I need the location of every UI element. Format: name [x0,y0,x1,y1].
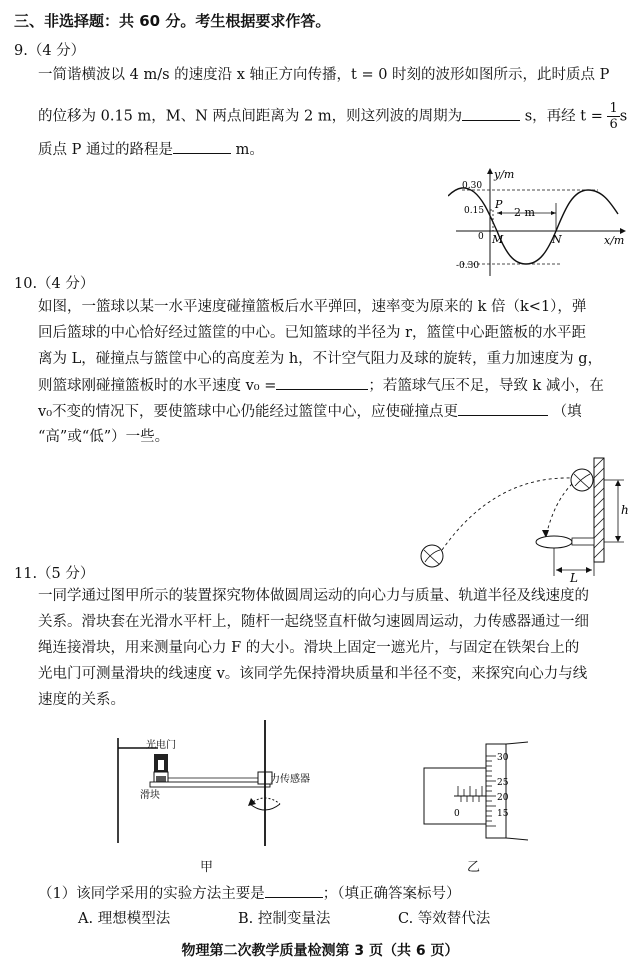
q11-figure-a [110,718,320,848]
wave-curve [448,188,618,264]
point-n-label: N [552,233,562,246]
caption-yi: 乙 [467,860,481,875]
q11-sub1b: ；（填正确答案标号） [322,886,461,902]
q11-number: 11.（5 分） [14,566,95,582]
q11-line1: 一同学通过图甲所示的装置探究物体做圆周运动的向心力与质量、轨道半径及线速度的 [38,588,589,604]
caption-jia: 甲 [200,860,214,875]
q9-line3a: 质点 P 通过的路程是 [38,142,173,158]
q11-blank-method[interactable] [265,883,323,898]
main-scale-zero: 0 [454,809,460,819]
q10-blank-v0[interactable] [276,375,368,390]
option-b[interactable]: B. 控制变量法 [238,911,331,927]
q10-line4b: ；若篮球气压不足，导致 k 减小，在 [368,378,604,394]
q11-line3: 绳连接滑块，用来测量向心力 F 的大小。滑块上固定一遮光片，与固定在铁架台上的 [38,640,580,656]
distance-label: 2 m [514,206,535,219]
q9-blank-period[interactable] [462,106,520,121]
q9-fraction: $\frac{1}{6}$ [609,101,618,132]
y-axis-label: y/m [494,168,515,181]
page-footer: 物理第二次教学质量检测第 3 页（共 6 页） [181,943,459,959]
thimble-30: 30 [497,753,509,763]
q10-line3: 离为 L，碰撞点与篮筐中心的高度差为 h，不计空气阻力及球的旋转，重力加速度为 g， [38,351,603,367]
label-l: L [570,571,578,582]
point-p-label: P [495,198,503,211]
rotation-arrow [248,798,256,806]
q11-figure-b [420,734,530,844]
tick-0: 0 [478,232,484,242]
option-a[interactable]: A. 理想模型法 [78,911,171,927]
q9-line2b: s，再经 t = [524,108,603,125]
q10-line5a: v₀不变的情况下，要使篮球中心仍能经过篮筐中心，应使碰撞点更 [38,404,459,420]
thimble-25: 25 [497,778,509,788]
q10-line5b: （填 [552,404,582,420]
q11-sub1a: （1）该同学采用的实验方法主要是 [38,886,265,902]
q11-line5: 速度的关系。 [38,692,125,708]
q9-line3b: m。 [235,142,264,158]
x-axis-label: x/m [604,234,625,247]
section-title: 三、非选择题：共 60 分。考生根据要求作答。 [14,12,331,30]
tick-neg0.30: -0.30 [456,261,480,271]
q9-wave-graph [448,168,628,278]
label-photogate: 光电门 [146,740,176,751]
q11-line2: 关系。滑块套在光滑水平杆上，随杆一起绕竖直杆做匀速圆周运动，力传感器通过一细 [38,614,589,630]
hoop [536,536,572,548]
q10-number: 10.（4 分） [14,276,95,292]
q10-line4 [38,375,628,396]
q9-line2 [38,101,628,132]
q11-sub1 [38,882,460,903]
label-h: h [621,503,629,517]
q9-number: 9.（4 分） [14,43,86,59]
tick-0.15: 0.15 [464,206,485,216]
q10-line4a: 则篮球刚碰撞篮板时的水平速度 v₀ = [38,378,277,394]
q9-line2a: 的位移为 0.15 m，M、N 两点间距离为 2 m，则这列波的周期为 [38,108,463,125]
option-c[interactable]: C. 等效替代法 [398,911,491,927]
q9-frac-unit: s [619,108,628,125]
y-axis-arrow [487,168,493,174]
q9-line1: 一简谐横波以 4 m/s 的速度沿 x 轴正方向传播，t = 0 时刻的波形如图所示，此时质点 P [38,67,610,83]
q10-basketball-figure [414,452,634,582]
label-force-sensor: 力传感器 [270,774,310,785]
q10-line5 [38,401,628,422]
horizontal-rod [150,782,270,787]
q11-line4: 光电门可测量滑块的线速度 v。该同学先保持滑块质量和半径不变，来探究向心力与线 [38,666,588,682]
q10-line6: “高”或“低”）一些。 [38,429,170,445]
tick-0.30: 0.30 [462,181,483,191]
q10-blank-height[interactable] [458,401,548,416]
point-m-label: M [492,233,504,246]
q10-line2: 回后篮球的中心恰好经过篮筐的中心。已知篮球的半径为 r，篮筐中心距篮板的水平距 [38,325,587,341]
incoming-ball [421,545,443,567]
label-slider: 滑块 [140,790,160,801]
thimble-15: 15 [497,809,509,819]
q10-line1: 如图，一篮球以某一水平速度碰撞篮板后水平弹回，速率变为原来的 k 倍（k<1），弹 [38,299,587,315]
q9-blank-path[interactable] [173,139,231,154]
ball-at-board [571,469,593,491]
q9-line3 [38,139,628,160]
thimble-20: 20 [497,793,509,803]
